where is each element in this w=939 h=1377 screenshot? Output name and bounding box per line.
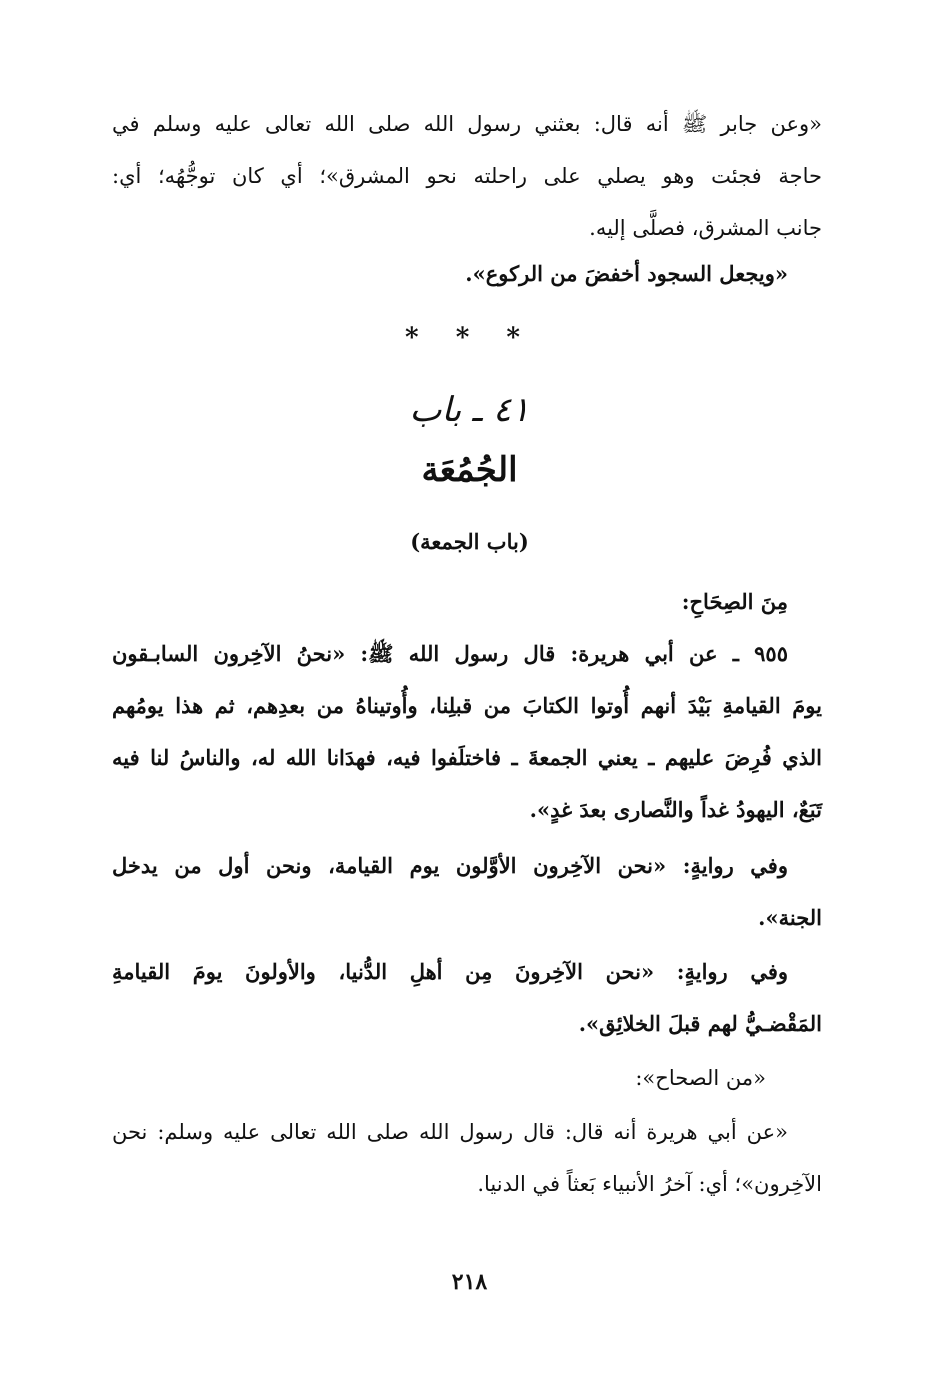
hadith-955	[112, 628, 822, 836]
paragraph-jabir-hadith	[112, 98, 822, 254]
text-line: «ويجعل السجود أخفضَ من الركوع».	[465, 261, 788, 286]
text-line: الجنة».	[758, 905, 822, 930]
text-line: وفي روايةٍ: «نحن الآخِرون الأوَّلون يوم القيامة، ونحن أول من يدخل	[112, 853, 788, 878]
text-line: «عن أبي هريرة أنه قال: قال رسول الله صلى الله تعالى عليه وسلم: نحن	[112, 1120, 788, 1144]
chapter-number-heading: ٤١ ـ باب	[409, 390, 530, 430]
narration-variant-2	[112, 946, 822, 1050]
paragraph-sujood	[112, 248, 822, 300]
text-line: الذي فُرِضَ عليهم ـ يعني الجمعةَ ـ فاختلَفوا فيه، فهدَانا الله له، والناسُ لنا فيه	[112, 745, 822, 770]
text-line: المَقْضـيُّ لهم قبلَ الخلائِق».	[578, 1011, 822, 1036]
commentary-heading	[112, 1052, 822, 1104]
text-line: ٩٥٥ ـ عن أبي هريرة: قال رسول الله ﷺ: «نحنُ الآخِرون السابـقون	[112, 641, 788, 666]
narration-variant-1	[112, 840, 822, 944]
text-line: «من الصحاح»:	[635, 1066, 766, 1090]
text-line: الآخِرون»؛ أي: آخرُ الأنبياء بَعثاً في الدنيا.	[477, 1172, 822, 1196]
commentary-paragraph	[112, 1106, 822, 1210]
text-line: تَبَعٌ، اليهودُ غداً والنَّصارى بعدَ غدٍ».	[529, 797, 822, 822]
chapter-subtitle: (باب الجمعة)	[410, 529, 529, 554]
text-line: يومَ القيامةِ بَيْدَ أنهم أُوتوا الكتابَ من قبلِنا، وأُوتيناهُ من بعدِهم، ثم هذا يومُهم	[112, 693, 822, 718]
section-separator-stars: * * *	[405, 323, 534, 353]
text-line: جانب المشرق، فصلَّى إليه.	[589, 216, 822, 240]
section-heading-sihah	[112, 576, 822, 628]
text-line: «وعن جابر ﷺ أنه قال: بعثني رسول الله صلى الله تعالى عليه وسلم في	[112, 112, 822, 136]
chapter-title: الجُمُعَة	[421, 450, 518, 490]
text-line: وفي روايةٍ: «نحن الآخِرونَ مِن أهلِ الدُّنيا، والأولونَ يومَ القيامةِ	[112, 959, 789, 984]
text-line: مِنَ الصِحَاحِ:	[681, 589, 788, 614]
page-number: ٢١٨	[451, 1269, 488, 1295]
text-line: حاجة فجئت وهو يصلي على راحلته نحو المشرق»؛ أي كان توجُّهُه؛ أي:	[112, 164, 822, 188]
